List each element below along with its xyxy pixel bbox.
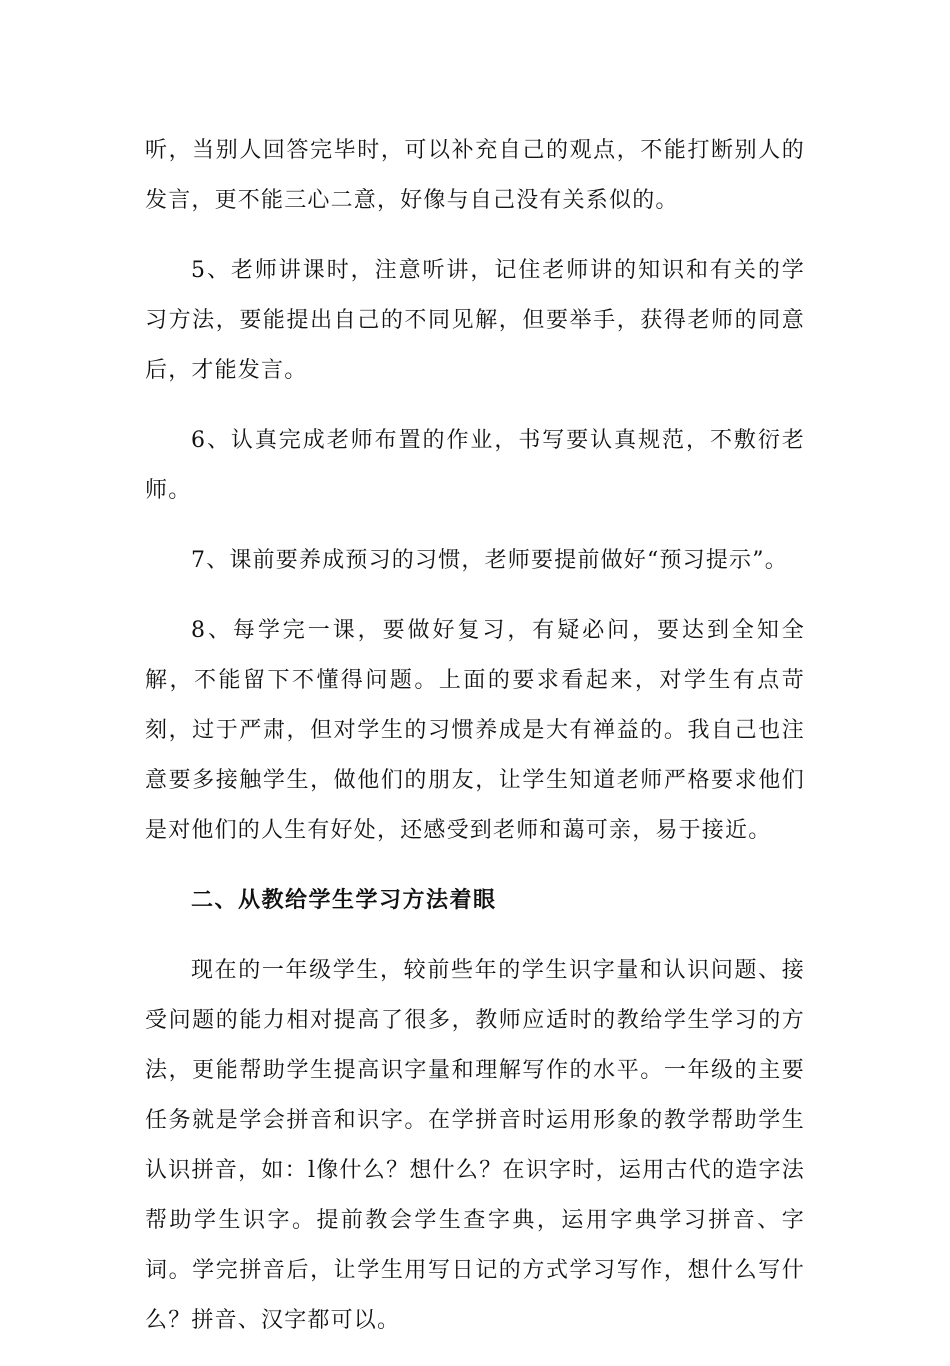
- paragraph-item-6: 6、认真完成老师布置的作业，书写要认真规范，不敷衍老师。: [145, 428, 805, 503]
- paragraph-item-5: 5、老师讲课时，注意听讲，记住老师讲的知识和有关的学习方法，要能提出自己的不同见解，但要举手，获得老师的同意后，才能发言。: [145, 258, 805, 383]
- paragraph-item-8: 8、每学完一课，要做好复习，有疑必问，要达到全知全解，不能留下不懂得问题。上面的要求看起来，对学生有点苛刻，过于严肃，但对学生的习惯养成是大有禅益的。我自己也注意要多接触学生，做他们的朋友，让学生知道老师严格要求他们是对他们的人生有好处，还感受到老师和蔼可亲，易于接近。: [145, 618, 805, 843]
- section-heading: 二、从教给学生学习方法着眼: [191, 888, 497, 913]
- paragraph-body: 现在的一年级学生，较前些年的学生识字量和认识问题、接受问题的能力相对提高了很多，教师应适时的教给学生学习的方法，更能帮助学生提高识字量和理解写作的水平。一年级的主要任务就是学会拼音和识字。在学拼音时运用形象的教学帮助学生认识拼音，如：l像什么？想什么？在识字时，运用古代的造字法帮助学生识字。提前教会学生查字典，运用字典学习拼音、字词。学完拼音后，让学生用写日记的方式学习写作，想什么写什么？拼音、汉字都可以。: [145, 958, 805, 1333]
- document-body: [145, 126, 805, 1366]
- paragraph-item-7: 7、课前要养成预习的习惯，老师要提前做好“预习提示”。: [191, 548, 788, 573]
- paragraph-continuation: 听，当别人回答完毕时，可以补充自己的观点，不能打断别人的发言，更不能三心二意，好像与自己没有关系似的。: [145, 138, 805, 213]
